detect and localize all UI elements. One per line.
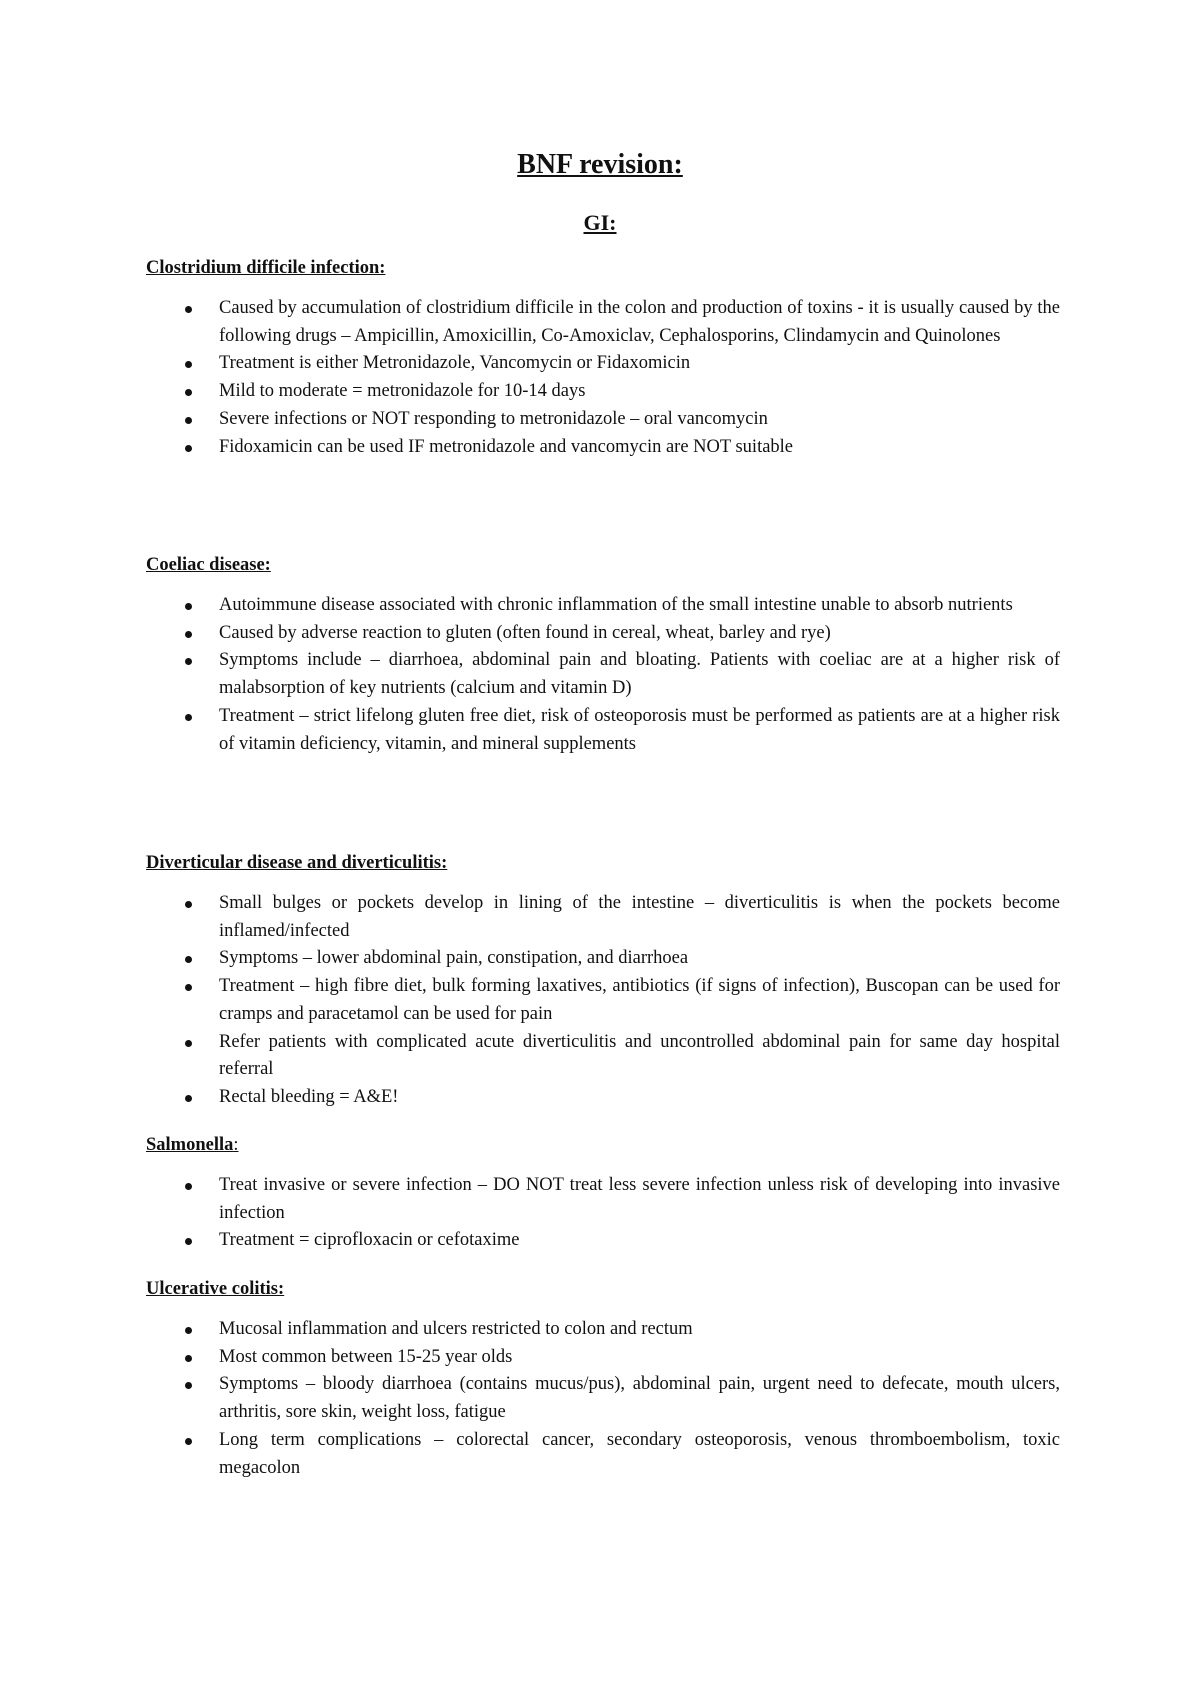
section-heading: [146, 254, 1060, 282]
bullet-list: [146, 1172, 1060, 1255]
list-item-text: Caused by accumulation of clostridium difficile in the colon and production of toxins - it is usually caused by the following drugs – Ampicillin, Amoxicillin, Co-Amoxiclav, Cephalosporins, Clindamycin and Quinolones: [219, 298, 1060, 346]
bullet-icon: [185, 306, 192, 313]
section-heading-text: Salmonella: [146, 1135, 234, 1155]
section-diverticular-disease: [146, 849, 1060, 1112]
list-item: [146, 434, 1060, 462]
list-item: [146, 1316, 1060, 1344]
bullet-icon: [185, 361, 192, 368]
bullet-icon: [185, 1238, 192, 1245]
section-heading: [146, 1275, 1060, 1303]
bullet-icon: [185, 658, 192, 665]
bullet-icon: [185, 984, 192, 991]
list-item-text: Long term complications – colorectal cancer, secondary osteoporosis, venous thromboembolism, toxic megacolon: [219, 1429, 1060, 1478]
list-item-text: Caused by adverse reaction to gluten (often found in cereal, wheat, barley and rye): [219, 622, 831, 643]
list-item-text: Small bulges or pockets develop in lining of the intestine – diverticulitis is when the pockets become inflamed/infected: [219, 893, 1060, 941]
bullet-list: [146, 592, 1060, 758]
list-item: [146, 1084, 1060, 1112]
bullet-icon: [185, 445, 192, 452]
list-item: [146, 1227, 1060, 1255]
section-heading-suffix: :: [233, 1135, 239, 1155]
list-item-text: Mucosal inflammation and ulcers restricted to colon and rectum: [219, 1319, 693, 1339]
list-item: [146, 406, 1060, 434]
list-item-text: Mild to moderate = metronidazole for 10-14 days: [219, 381, 586, 402]
list-item: [146, 378, 1060, 406]
list-item: [146, 973, 1060, 1028]
list-item: [146, 1029, 1060, 1084]
list-item-text: Treat invasive or severe infection – DO NOT treat less severe infection unless risk of developing into invasive infection: [219, 1175, 1060, 1223]
list-item: [146, 890, 1060, 945]
list-item-text: Treatment – strict lifelong gluten free diet, risk of osteoporosis must be performed as patients are at a higher risk of vitamin deficiency, vitamin, and mineral supplements: [219, 705, 1060, 754]
section-salmonella: [146, 1131, 1060, 1255]
section-ulcerative-colitis: [146, 1275, 1060, 1482]
list-item-text: Refer patients with complicated acute diverticulitis and uncontrolled abdominal pain for same day hospital referral: [219, 1031, 1060, 1080]
list-item: [146, 295, 1060, 350]
bullet-icon: [185, 901, 192, 908]
list-item: [146, 620, 1060, 648]
list-item-text: Treatment = ciprofloxacin or cefotaxime: [219, 1230, 520, 1251]
list-item-text: Symptoms – bloody diarrhoea (contains mucus/pus), abdominal pain, urgent need to defecate, mouth ulcers, arthritis, sore skin, weight loss, fatigue: [219, 1374, 1060, 1423]
list-item-text: Most common between 15-25 year olds: [219, 1346, 513, 1367]
document-subtitle: GI:: [583, 210, 617, 235]
list-item: [146, 703, 1060, 758]
list-item: [146, 647, 1060, 702]
section-clostridium-difficile: [146, 254, 1060, 461]
bullet-icon: [185, 1040, 192, 1047]
list-item: [146, 592, 1060, 620]
bullet-icon: [185, 1183, 192, 1190]
section-heading: [146, 1131, 1060, 1159]
bullet-icon: [185, 417, 192, 424]
bullet-list: [146, 890, 1060, 1112]
list-item: [146, 350, 1060, 378]
section-heading-text: Ulcerative colitis:: [146, 1279, 285, 1299]
bullet-icon: [185, 1438, 192, 1445]
bullet-icon: [185, 603, 192, 610]
bullet-icon: [185, 714, 192, 721]
section-heading: [146, 551, 1060, 579]
list-item: [146, 1344, 1060, 1372]
list-item: [146, 1172, 1060, 1227]
list-item-text: Autoimmune disease associated with chronic inflammation of the small intestine unable to absorb nutrients: [219, 595, 1013, 615]
bullet-icon: [185, 1355, 192, 1362]
bullet-icon: [185, 1327, 192, 1334]
section-heading-text: Diverticular disease and diverticulitis:: [146, 853, 448, 873]
bullet-icon: [185, 389, 192, 396]
bullet-icon: [185, 1095, 192, 1102]
bullet-icon: [185, 1382, 192, 1389]
list-item-text: Rectal bleeding = A&E!: [219, 1086, 399, 1107]
list-item-text: Symptoms – lower abdominal pain, constipation, and diarrhoea: [219, 948, 689, 969]
document-title: BNF revision:: [517, 149, 683, 180]
list-item-text: Treatment is either Metronidazole, Vancomycin or Fidaxomicin: [219, 353, 691, 374]
list-item: [146, 1371, 1060, 1426]
list-item: [146, 945, 1060, 973]
bullet-icon: [185, 956, 192, 963]
section-coeliac-disease: [146, 551, 1060, 758]
section-heading-text: Coeliac disease:: [146, 555, 271, 575]
list-item-text: Treatment – high fibre diet, bulk forming laxatives, antibiotics (if signs of infection), Buscopan can be used for cramps and paracetamol can be used for pain: [219, 976, 1060, 1024]
section-heading: [146, 849, 1060, 877]
bullet-icon: [185, 631, 192, 638]
list-item-text: Severe infections or NOT responding to metronidazole – oral vancomycin: [219, 408, 768, 429]
bullet-list: [146, 295, 1060, 461]
list-item-text: Symptoms include – diarrhoea, abdominal pain and bloating. Patients with coeliac are at a higher risk of malabsorption of key nutrients (calcium and vitamin D): [219, 650, 1060, 699]
list-item: [146, 1427, 1060, 1482]
list-item-text: Fidoxamicin can be used IF metronidazole and vancomycin are NOT suitable: [219, 436, 794, 457]
section-heading-text: Clostridium difficile infection:: [146, 258, 386, 278]
bullet-list: [146, 1316, 1060, 1482]
